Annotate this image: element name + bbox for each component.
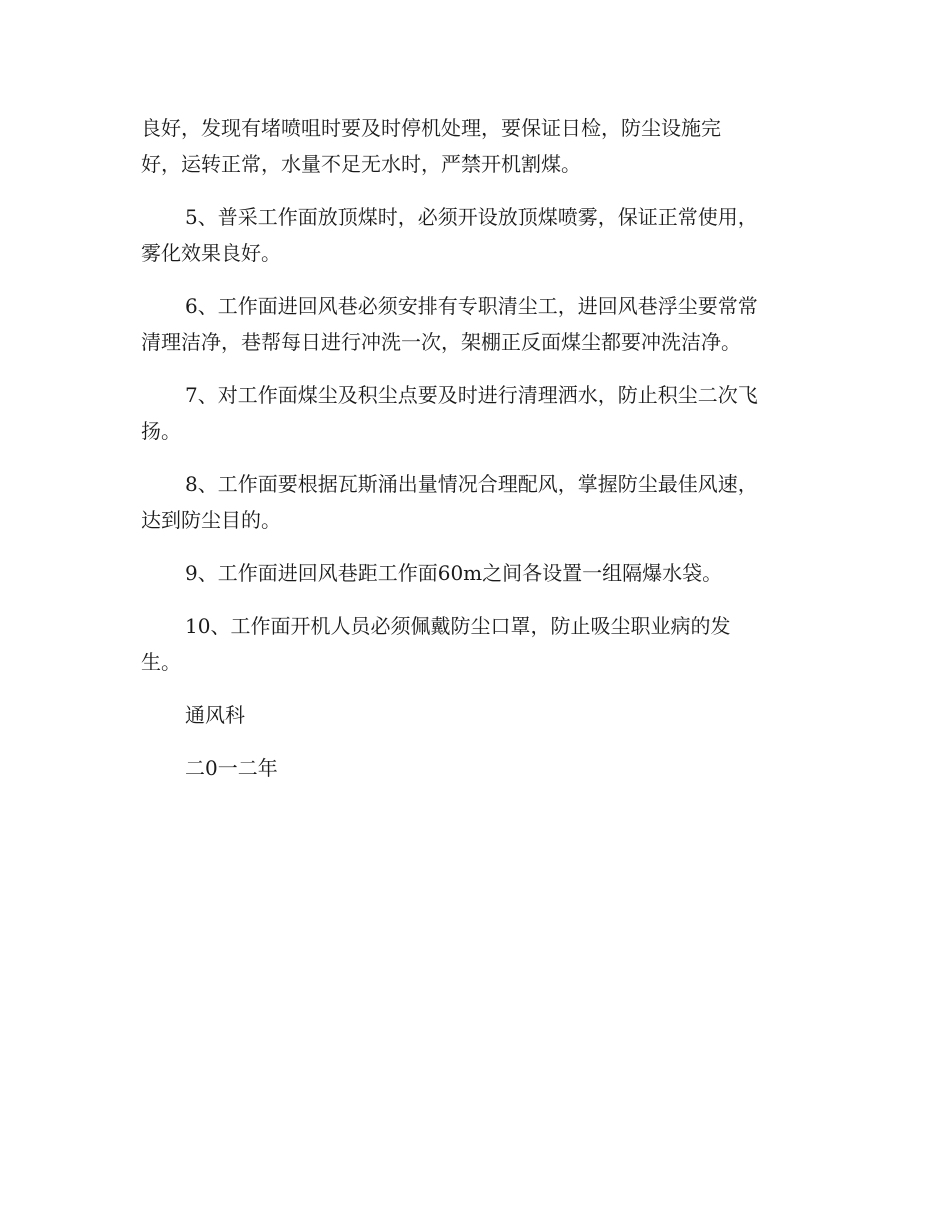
text-line: 通风科 xyxy=(185,703,245,727)
text-line: 良好，发现有堵喷咀时要及时停机处理，要保证日检，防尘设施完 xyxy=(141,116,721,140)
text-line: 9、工作面进回风巷距工作面60m之间各设置一组隔爆水袋。 xyxy=(185,561,723,585)
text-line: 10、工作面开机人员必须佩戴防尘口罩，防止吸尘职业病的发 xyxy=(185,614,731,638)
paragraph-continuation xyxy=(141,110,806,182)
signature-department xyxy=(141,697,806,733)
paragraph-item-6 xyxy=(141,288,806,360)
text-line: 7、对工作面煤尘及积尘点要及时进行清理洒水，防止积尘二次飞 xyxy=(185,383,758,407)
text-line: 8、工作面要根据瓦斯涌出量情况合理配风，掌握防尘最佳风速， xyxy=(185,472,758,496)
text-line: 好，运转正常，水量不足无水时，严禁开机割煤。 xyxy=(141,152,581,176)
text-line: 生。 xyxy=(141,650,181,674)
document-body xyxy=(141,110,806,803)
paragraph-item-5 xyxy=(141,199,806,271)
text-line: 6、工作面进回风巷必须安排有专职清尘工，进回风巷浮尘要常常 xyxy=(185,294,758,318)
text-line: 雾化效果良好。 xyxy=(141,241,281,265)
text-line: 清理洁净，巷帮每日进行冲洗一次，架棚正反面煤尘都要冲洗洁净。 xyxy=(141,330,741,354)
text-line: 达到防尘目的。 xyxy=(141,508,281,532)
signature-date xyxy=(141,750,806,786)
paragraph-item-10 xyxy=(141,608,806,680)
text-line: 扬。 xyxy=(141,419,181,443)
text-line: 5、普采工作面放顶煤时，必须开设放顶煤喷雾，保证正常使用， xyxy=(185,205,758,229)
paragraph-item-7 xyxy=(141,377,806,449)
paragraph-item-9 xyxy=(141,555,806,591)
text-line: 二0一二年 xyxy=(185,756,278,780)
paragraph-item-8 xyxy=(141,466,806,538)
